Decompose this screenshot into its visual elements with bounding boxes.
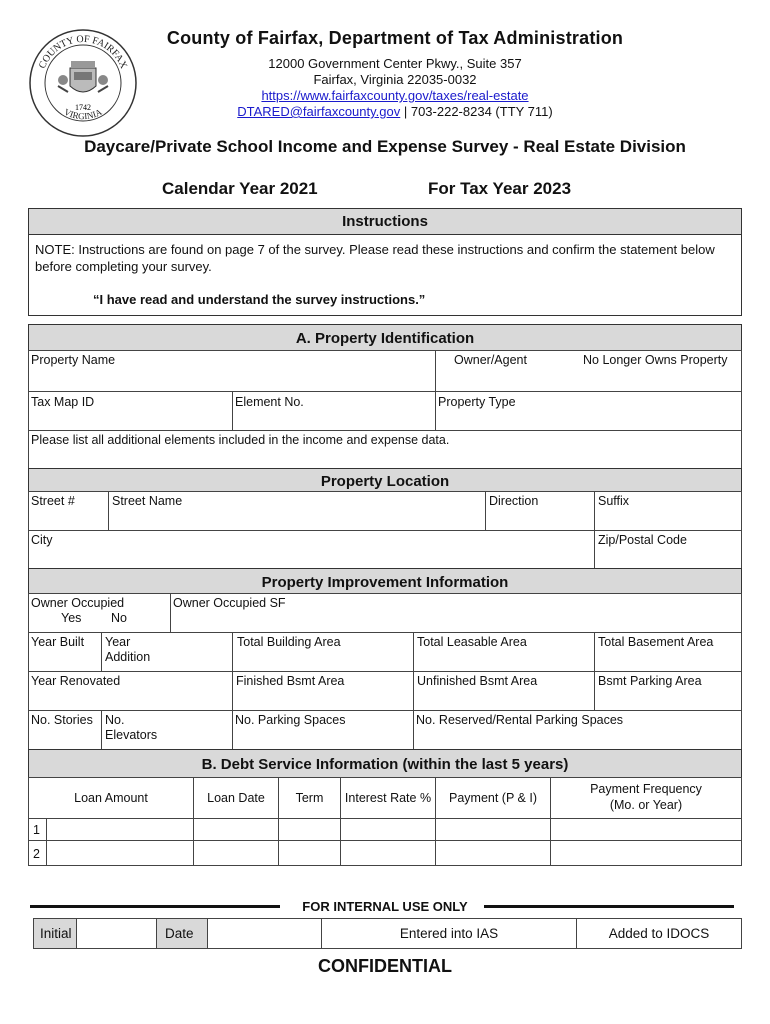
- term-input[interactable]: [278, 840, 341, 866]
- direction-label: Direction: [489, 494, 539, 508]
- year-built-label: Year Built: [31, 635, 85, 649]
- instructions-box: [28, 234, 742, 316]
- owner-agent-label: Owner/Agent: [454, 353, 527, 367]
- entered-into-ias-checkbox[interactable]: Entered into IAS: [321, 918, 577, 949]
- no-longer-owns-label: No Longer Owns Property: [583, 353, 728, 367]
- no-stories-field[interactable]: [28, 710, 102, 750]
- no-parking-spaces-field[interactable]: [232, 710, 414, 750]
- year-addition-field[interactable]: [101, 632, 233, 672]
- no-stories-label: No. Stories: [31, 713, 93, 727]
- term-input[interactable]: [278, 818, 341, 841]
- tax-map-id-field[interactable]: [28, 391, 233, 431]
- payment-frequency-input[interactable]: [550, 840, 742, 866]
- section-a-heading: A. Property Identification: [28, 324, 742, 351]
- total-building-area-field[interactable]: [232, 632, 414, 672]
- confidential-label: CONFIDENTIAL: [318, 956, 452, 976]
- direction-field[interactable]: [485, 491, 595, 531]
- element-no-label: Element No.: [235, 395, 304, 409]
- property-name-label: Property Name: [31, 353, 116, 367]
- department-title: County of Fairfax, Department of Tax Administration: [166, 28, 624, 48]
- total-basement-area-field[interactable]: [594, 632, 742, 672]
- suffix-field[interactable]: [594, 491, 742, 531]
- city-label: City: [31, 533, 53, 547]
- unfinished-bsmt-area-label: Unfinished Bsmt Area: [417, 674, 538, 688]
- instructions-note: NOTE: Instructions are found on page 7 of the survey. Please read these instructions and confirm the statement below before completing your survey.: [35, 242, 715, 274]
- reserved-parking-label: No. Reserved/Rental Parking Spaces: [416, 713, 624, 727]
- interest-rate-header: Interest Rate %: [340, 777, 436, 819]
- city-field[interactable]: [28, 530, 595, 569]
- loan-row-number: 1: [28, 818, 47, 841]
- internal-use-heading: FOR INTERNAL USE ONLY: [302, 899, 468, 914]
- instructions-heading: Instructions: [28, 208, 742, 235]
- payment-input[interactable]: [435, 840, 551, 866]
- unfinished-bsmt-area-field[interactable]: [413, 671, 595, 711]
- finished-bsmt-area-label: Finished Bsmt Area: [236, 674, 345, 688]
- suffix-label: Suffix: [598, 494, 630, 508]
- term-header: Term: [278, 777, 341, 819]
- no-parking-spaces-label: No. Parking Spaces: [235, 713, 346, 727]
- loan-amount-input[interactable]: [46, 818, 194, 841]
- element-no-field[interactable]: [232, 391, 436, 431]
- survey-title: Daycare/Private School Income and Expense Survey - Real Estate Division: [84, 137, 686, 156]
- instructions-confirmation: “I have read and understand the survey instructions.”: [93, 292, 426, 307]
- section-b-heading: B. Debt Service Information (within the last 5 years): [28, 749, 742, 778]
- tax-year: For Tax Year 2023: [428, 179, 572, 198]
- payment-header: Payment (P & I): [435, 777, 551, 819]
- property-type-field[interactable]: [435, 391, 742, 431]
- owner-agent-field[interactable]: [435, 350, 552, 392]
- loan-row-number: 2: [28, 840, 47, 866]
- loan-date-header: Loan Date: [193, 777, 279, 819]
- finished-bsmt-area-field[interactable]: [232, 671, 414, 711]
- payment-frequency-header: [550, 777, 742, 819]
- svg-text:VIRGINIA: VIRGINIA: [62, 106, 104, 122]
- street-name-label: Street Name: [112, 494, 183, 508]
- svg-text:COUNTY OF FAIRFAX: COUNTY OF FAIRFAX: [36, 33, 130, 71]
- address-line-1: 12000 Government Center Pkwy., Suite 357: [268, 56, 522, 71]
- property-location-heading: Property Location: [28, 468, 742, 492]
- svg-text:1742: 1742: [75, 103, 91, 112]
- year-renovated-field[interactable]: [28, 671, 233, 711]
- property-improvement-heading: Property Improvement Information: [28, 568, 742, 594]
- zip-code-field[interactable]: [594, 530, 742, 569]
- phone-number: | 703-222-8234 (TTY 711): [400, 104, 553, 119]
- interest-rate-input[interactable]: [340, 840, 436, 866]
- added-to-idocs-checkbox[interactable]: Added to IDOCS: [576, 918, 742, 949]
- total-leasable-area-field[interactable]: [413, 632, 595, 672]
- year-addition-label-line2: Addition: [105, 650, 151, 664]
- owner-occupied-no-option[interactable]: No: [111, 611, 127, 625]
- owner-occupied-sf-field[interactable]: [170, 593, 742, 633]
- owner-occupied-yes-option[interactable]: Yes: [61, 611, 82, 625]
- total-leasable-area-label: Total Leasable Area: [417, 635, 527, 649]
- no-elevators-label-line2: Elevators: [105, 728, 158, 742]
- payment-input[interactable]: [435, 818, 551, 841]
- payment-frequency-input[interactable]: [550, 818, 742, 841]
- street-name-field[interactable]: [108, 491, 486, 531]
- loan-date-input[interactable]: [193, 818, 279, 841]
- tax-map-id-label: Tax Map ID: [31, 395, 95, 409]
- no-elevators-label-line1: No.: [105, 713, 125, 727]
- initial-label: Initial: [33, 918, 77, 949]
- zip-code-label: Zip/Postal Code: [598, 533, 687, 547]
- loan-amount-header: Loan Amount: [28, 777, 194, 819]
- property-name-field[interactable]: [28, 350, 436, 392]
- additional-elements-field[interactable]: [28, 430, 742, 469]
- no-elevators-field[interactable]: [101, 710, 233, 750]
- date-input[interactable]: [207, 918, 322, 949]
- calendar-year: Calendar Year 2021: [162, 179, 318, 198]
- year-renovated-label: Year Renovated: [31, 674, 121, 688]
- website-link[interactable]: https://www.fairfaxcounty.gov/taxes/real-estate: [261, 88, 529, 103]
- payment-frequency-label: Payment Frequency: [590, 782, 702, 796]
- owner-occupied-label: Owner Occupied: [31, 596, 125, 610]
- bsmt-parking-area-field[interactable]: [594, 671, 742, 711]
- street-number-field[interactable]: [28, 491, 109, 531]
- email-link[interactable]: DTARED@fairfaxcounty.gov: [237, 104, 401, 119]
- initial-input[interactable]: [76, 918, 157, 949]
- interest-rate-input[interactable]: [340, 818, 436, 841]
- loan-amount-input[interactable]: [46, 840, 194, 866]
- address-line-2: Fairfax, Virginia 22035-0032: [313, 72, 477, 87]
- bsmt-parking-area-label: Bsmt Parking Area: [598, 674, 702, 688]
- total-building-area-label: Total Building Area: [237, 635, 341, 649]
- property-type-label: Property Type: [438, 395, 516, 409]
- total-basement-area-label: Total Basement Area: [598, 635, 714, 649]
- no-longer-owns-field[interactable]: [551, 350, 742, 392]
- payment-frequency-sublabel: (Mo. or Year): [609, 798, 683, 812]
- date-label: Date: [156, 918, 208, 949]
- year-addition-label-line1: Year: [105, 635, 131, 649]
- owner-occupied-sf-label: Owner Occupied SF: [173, 596, 286, 610]
- owner-occupied-field[interactable]: [28, 593, 171, 633]
- reserved-parking-field[interactable]: [413, 710, 742, 750]
- loan-date-input[interactable]: [193, 840, 279, 866]
- street-number-label: Street #: [31, 494, 75, 508]
- year-built-field[interactable]: [28, 632, 102, 672]
- additional-elements-label: Please list all additional elements included in the income and expense data.: [31, 433, 450, 447]
